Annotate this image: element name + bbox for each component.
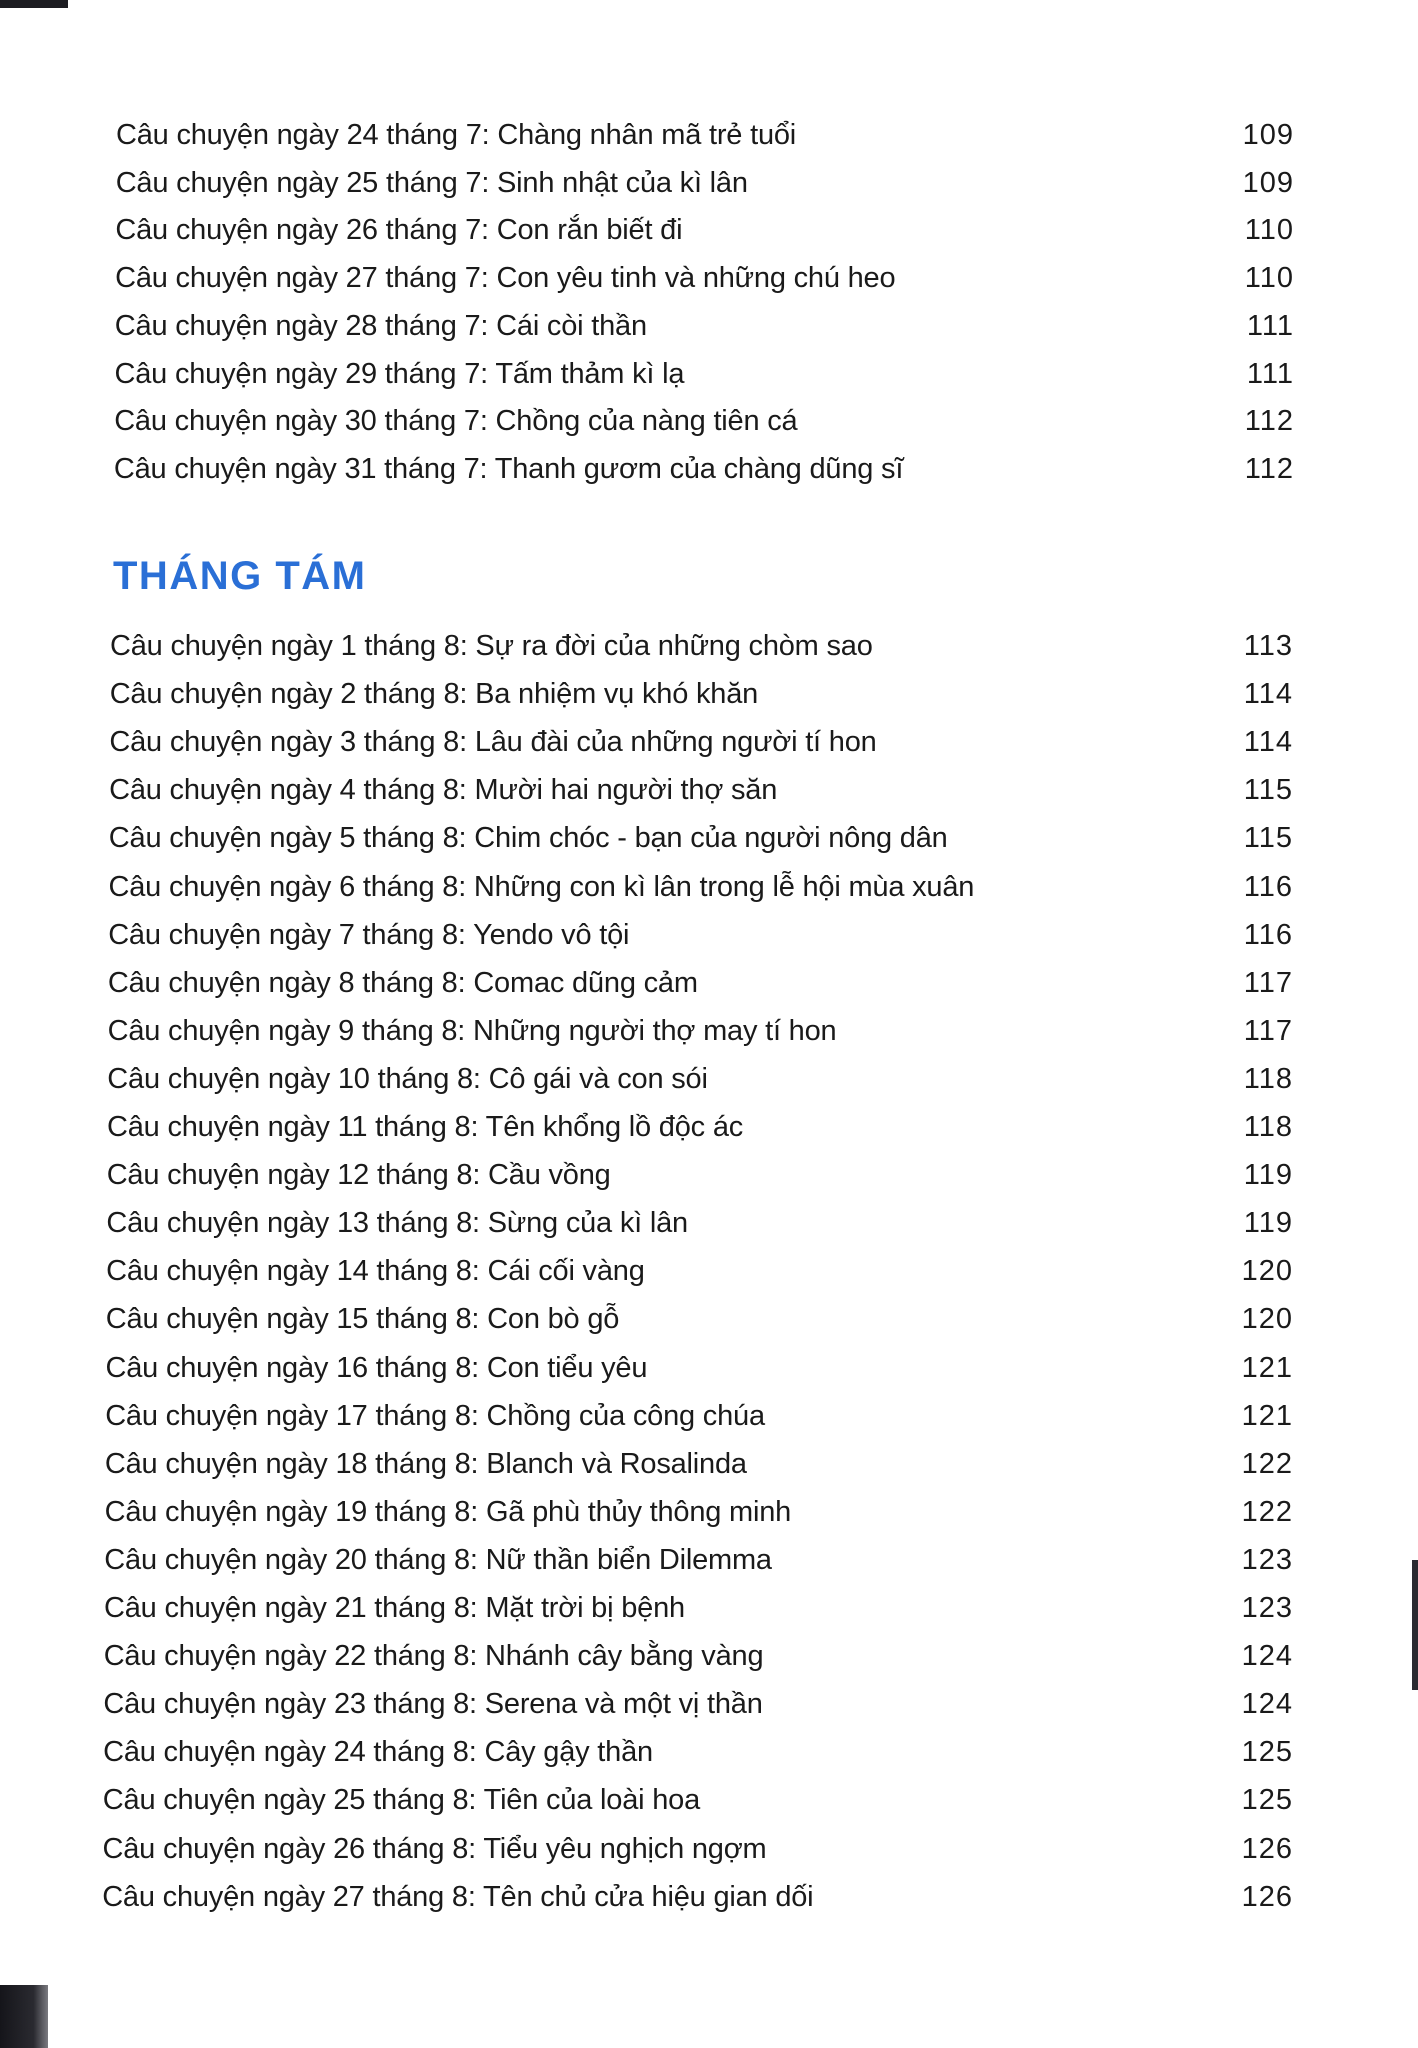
toc-entry-title: Câu chuyện ngày 24 tháng 7: Chàng nhân mã trẻ tuổi: [116, 119, 797, 151]
toc-entry-page-number: 121: [1241, 1351, 1293, 1384]
toc-entry-title: Câu chuyện ngày 19 tháng 8: Gã phù thủy thông minh: [104, 1495, 792, 1528]
toc-entry: [0, 1007, 1418, 1055]
toc-entry: [0, 670, 1418, 718]
toc-entry: [0, 1199, 1418, 1247]
toc-entry: [0, 302, 1418, 350]
toc-entry-title: Câu chuyện ngày 10 tháng 8: Cô gái và con sói: [107, 1062, 708, 1095]
toc-entry-title: Câu chuyện ngày 6 tháng 8: Những con kì lân trong lễ hội mùa xuân: [108, 870, 975, 903]
toc-entry-page-number: 126: [1241, 1832, 1293, 1865]
toc-entry-page-number: 118: [1243, 1111, 1293, 1143]
toc-entry-title: Câu chuyện ngày 15 tháng 8: Con bò gỗ: [105, 1303, 620, 1336]
toc-entry-title: Câu chuyện ngày 23 tháng 8: Serena và một vị thần: [103, 1688, 763, 1721]
toc-entry-title: Câu chuyện ngày 17 tháng 8: Chồng của công chúa: [105, 1399, 765, 1432]
toc-entry: [0, 718, 1418, 766]
toc-entry-page-number: 120: [1241, 1255, 1293, 1288]
toc-entry-title: Câu chuyện ngày 21 tháng 8: Mặt trời bị bệnh: [104, 1592, 685, 1624]
toc-entry-title: Câu chuyện ngày 26 tháng 8: Tiểu yêu nghịch ngợm: [102, 1832, 767, 1865]
toc-entry: [0, 1440, 1418, 1488]
toc-entry-title: Câu chuyện ngày 12 tháng 8: Cầu vồng: [106, 1159, 611, 1192]
toc-entry-page-number: 111: [1246, 309, 1294, 342]
toc-entry-title: Câu chuyện ngày 27 tháng 7: Con yêu tinh và những chú heo: [115, 262, 896, 295]
toc-entry-page-number: 110: [1244, 262, 1294, 295]
toc-entry-page-number: 109: [1242, 119, 1294, 151]
toc-entry: [0, 1632, 1418, 1680]
toc-entry: [0, 445, 1418, 493]
toc-entry: [0, 814, 1418, 862]
toc-entry: [0, 1680, 1418, 1728]
toc-entry-page-number: 124: [1241, 1640, 1293, 1673]
toc-entry-page-number: 118: [1243, 1062, 1293, 1095]
toc-entry-page-number: 117: [1243, 1014, 1293, 1047]
toc-entry-title: Câu chuyện ngày 22 tháng 8: Nhánh cây bằng vàng: [103, 1640, 764, 1673]
toc-entry-page-number: 120: [1241, 1303, 1293, 1336]
toc-entry-title: Câu chuyện ngày 5 tháng 8: Chim chóc - bạn của người nông dân: [108, 822, 948, 855]
toc-entry-title: Câu chuyện ngày 13 tháng 8: Sừng của kì lân: [106, 1207, 688, 1240]
scan-edge-top: [0, 0, 68, 8]
toc-entry-title: Câu chuyện ngày 30 tháng 7: Chồng của nàng tiên cá: [114, 405, 798, 438]
toc-entry-title: Câu chuyện ngày 24 tháng 8: Cây gậy thần: [103, 1736, 653, 1769]
toc-entry: [0, 1392, 1418, 1440]
toc-entry-title: Câu chuyện ngày 3 tháng 8: Lâu đài của những người tí hon: [109, 726, 877, 759]
toc-entry-title: Câu chuyện ngày 4 tháng 8: Mười hai người thợ săn: [109, 774, 778, 807]
toc-entry: [0, 350, 1418, 398]
toc-entry: [0, 766, 1418, 814]
toc-entry-page-number: 123: [1241, 1592, 1293, 1624]
toc-entry-title: Câu chuyện ngày 27 tháng 8: Tên chủ cửa hiệu gian dối: [102, 1880, 814, 1913]
toc-entry-title: Câu chuyện ngày 25 tháng 7: Sinh nhật của kì lân: [115, 166, 748, 199]
toc-entry: [0, 959, 1418, 1007]
toc-entry-title: Câu chuyện ngày 31 tháng 7: Thanh gươm của chàng dũng sĩ: [113, 452, 904, 485]
toc-entry-title: Câu chuyện ngày 29 tháng 7: Tấm thảm kì lạ: [114, 357, 685, 390]
toc-entry: [0, 1776, 1418, 1824]
toc-entry-page-number: 123: [1241, 1543, 1293, 1576]
toc-entry: [0, 111, 1418, 159]
toc-entry-page-number: 114: [1243, 726, 1293, 759]
toc-entry: [0, 1055, 1418, 1103]
toc-entry-page-number: 111: [1246, 357, 1294, 390]
toc-entry-page-number: 124: [1241, 1688, 1293, 1721]
toc-entry-page-number: 125: [1241, 1784, 1293, 1817]
toc-entry-page-number: 122: [1241, 1495, 1293, 1528]
toc-entry-title: Câu chuyện ngày 9 tháng 8: Những người thợ may tí hon: [107, 1014, 837, 1047]
toc-entry-page-number: 116: [1243, 918, 1293, 951]
section-heading-august: THÁNG TÁM: [113, 554, 367, 598]
toc-entry-page-number: 117: [1243, 966, 1293, 999]
toc-entry-page-number: 114: [1243, 678, 1293, 711]
toc-entry-page-number: 115: [1243, 822, 1293, 855]
toc-entry-title: Câu chuyện ngày 1 tháng 8: Sự ra đời của những chòm sao: [110, 630, 873, 662]
toc-entry-page-number: 116: [1243, 870, 1293, 903]
toc-entry: [0, 622, 1418, 670]
toc-entry-title: Câu chuyện ngày 8 tháng 8: Comac dũng cảm: [107, 966, 698, 999]
toc-entry: [0, 254, 1418, 302]
toc-entry-page-number: 119: [1243, 1207, 1293, 1240]
toc-entry-title: Câu chuyện ngày 16 tháng 8: Con tiểu yêu: [105, 1351, 648, 1384]
toc-entry: [0, 863, 1418, 911]
toc-entry-title: Câu chuyện ngày 25 tháng 8: Tiên của loài hoa: [102, 1784, 701, 1817]
toc-entry: [0, 397, 1418, 445]
toc-entry-page-number: 112: [1244, 452, 1294, 485]
toc-entry-title: Câu chuyện ngày 11 tháng 8: Tên khổng lồ độc ác: [107, 1111, 744, 1143]
toc-entry-page-number: 126: [1241, 1880, 1293, 1913]
scan-edge-bottom: [0, 1985, 48, 2048]
toc-entry-page-number: 122: [1241, 1447, 1293, 1480]
toc-entry-page-number: 115: [1243, 774, 1293, 807]
toc-entry: [0, 1151, 1418, 1199]
toc-entry: [0, 1488, 1418, 1536]
toc-entry-title: Câu chuyện ngày 2 tháng 8: Ba nhiệm vụ khó khăn: [109, 678, 759, 711]
toc-entry: [0, 159, 1418, 207]
toc-entry: [0, 1536, 1418, 1584]
toc-entry: [0, 1103, 1418, 1151]
toc-entry: [0, 911, 1418, 959]
toc-entry: [0, 1825, 1418, 1873]
toc-entry: [0, 206, 1418, 254]
toc-entry-title: Câu chuyện ngày 28 tháng 7: Cái còi thần: [114, 309, 647, 342]
toc-entry: [0, 1344, 1418, 1392]
toc-entry-page-number: 109: [1242, 166, 1294, 199]
toc-entry-page-number: 119: [1243, 1159, 1293, 1192]
toc-entry: [0, 1873, 1418, 1921]
toc-entry-page-number: 110: [1244, 214, 1294, 247]
toc-entry: [0, 1295, 1418, 1343]
toc-entry-page-number: 125: [1241, 1736, 1293, 1769]
toc-entry-page-number: 113: [1243, 630, 1293, 662]
toc-entry: [0, 1247, 1418, 1295]
toc-entry: [0, 1584, 1418, 1632]
toc-entry: [0, 1728, 1418, 1776]
toc-entry-title: Câu chuyện ngày 20 tháng 8: Nữ thần biển Dilemma: [104, 1543, 772, 1576]
toc-entry-page-number: 112: [1244, 405, 1294, 438]
toc-entry-title: Câu chuyện ngày 18 tháng 8: Blanch và Rosalinda: [104, 1447, 747, 1480]
toc-entry-title: Câu chuyện ngày 7 tháng 8: Yendo vô tội: [108, 918, 630, 951]
toc-entry-page-number: 121: [1241, 1399, 1293, 1432]
toc-entry-title: Câu chuyện ngày 14 tháng 8: Cái cối vàng: [106, 1255, 645, 1288]
toc-entry-title: Câu chuyện ngày 26 tháng 7: Con rắn biết đi: [115, 214, 683, 247]
